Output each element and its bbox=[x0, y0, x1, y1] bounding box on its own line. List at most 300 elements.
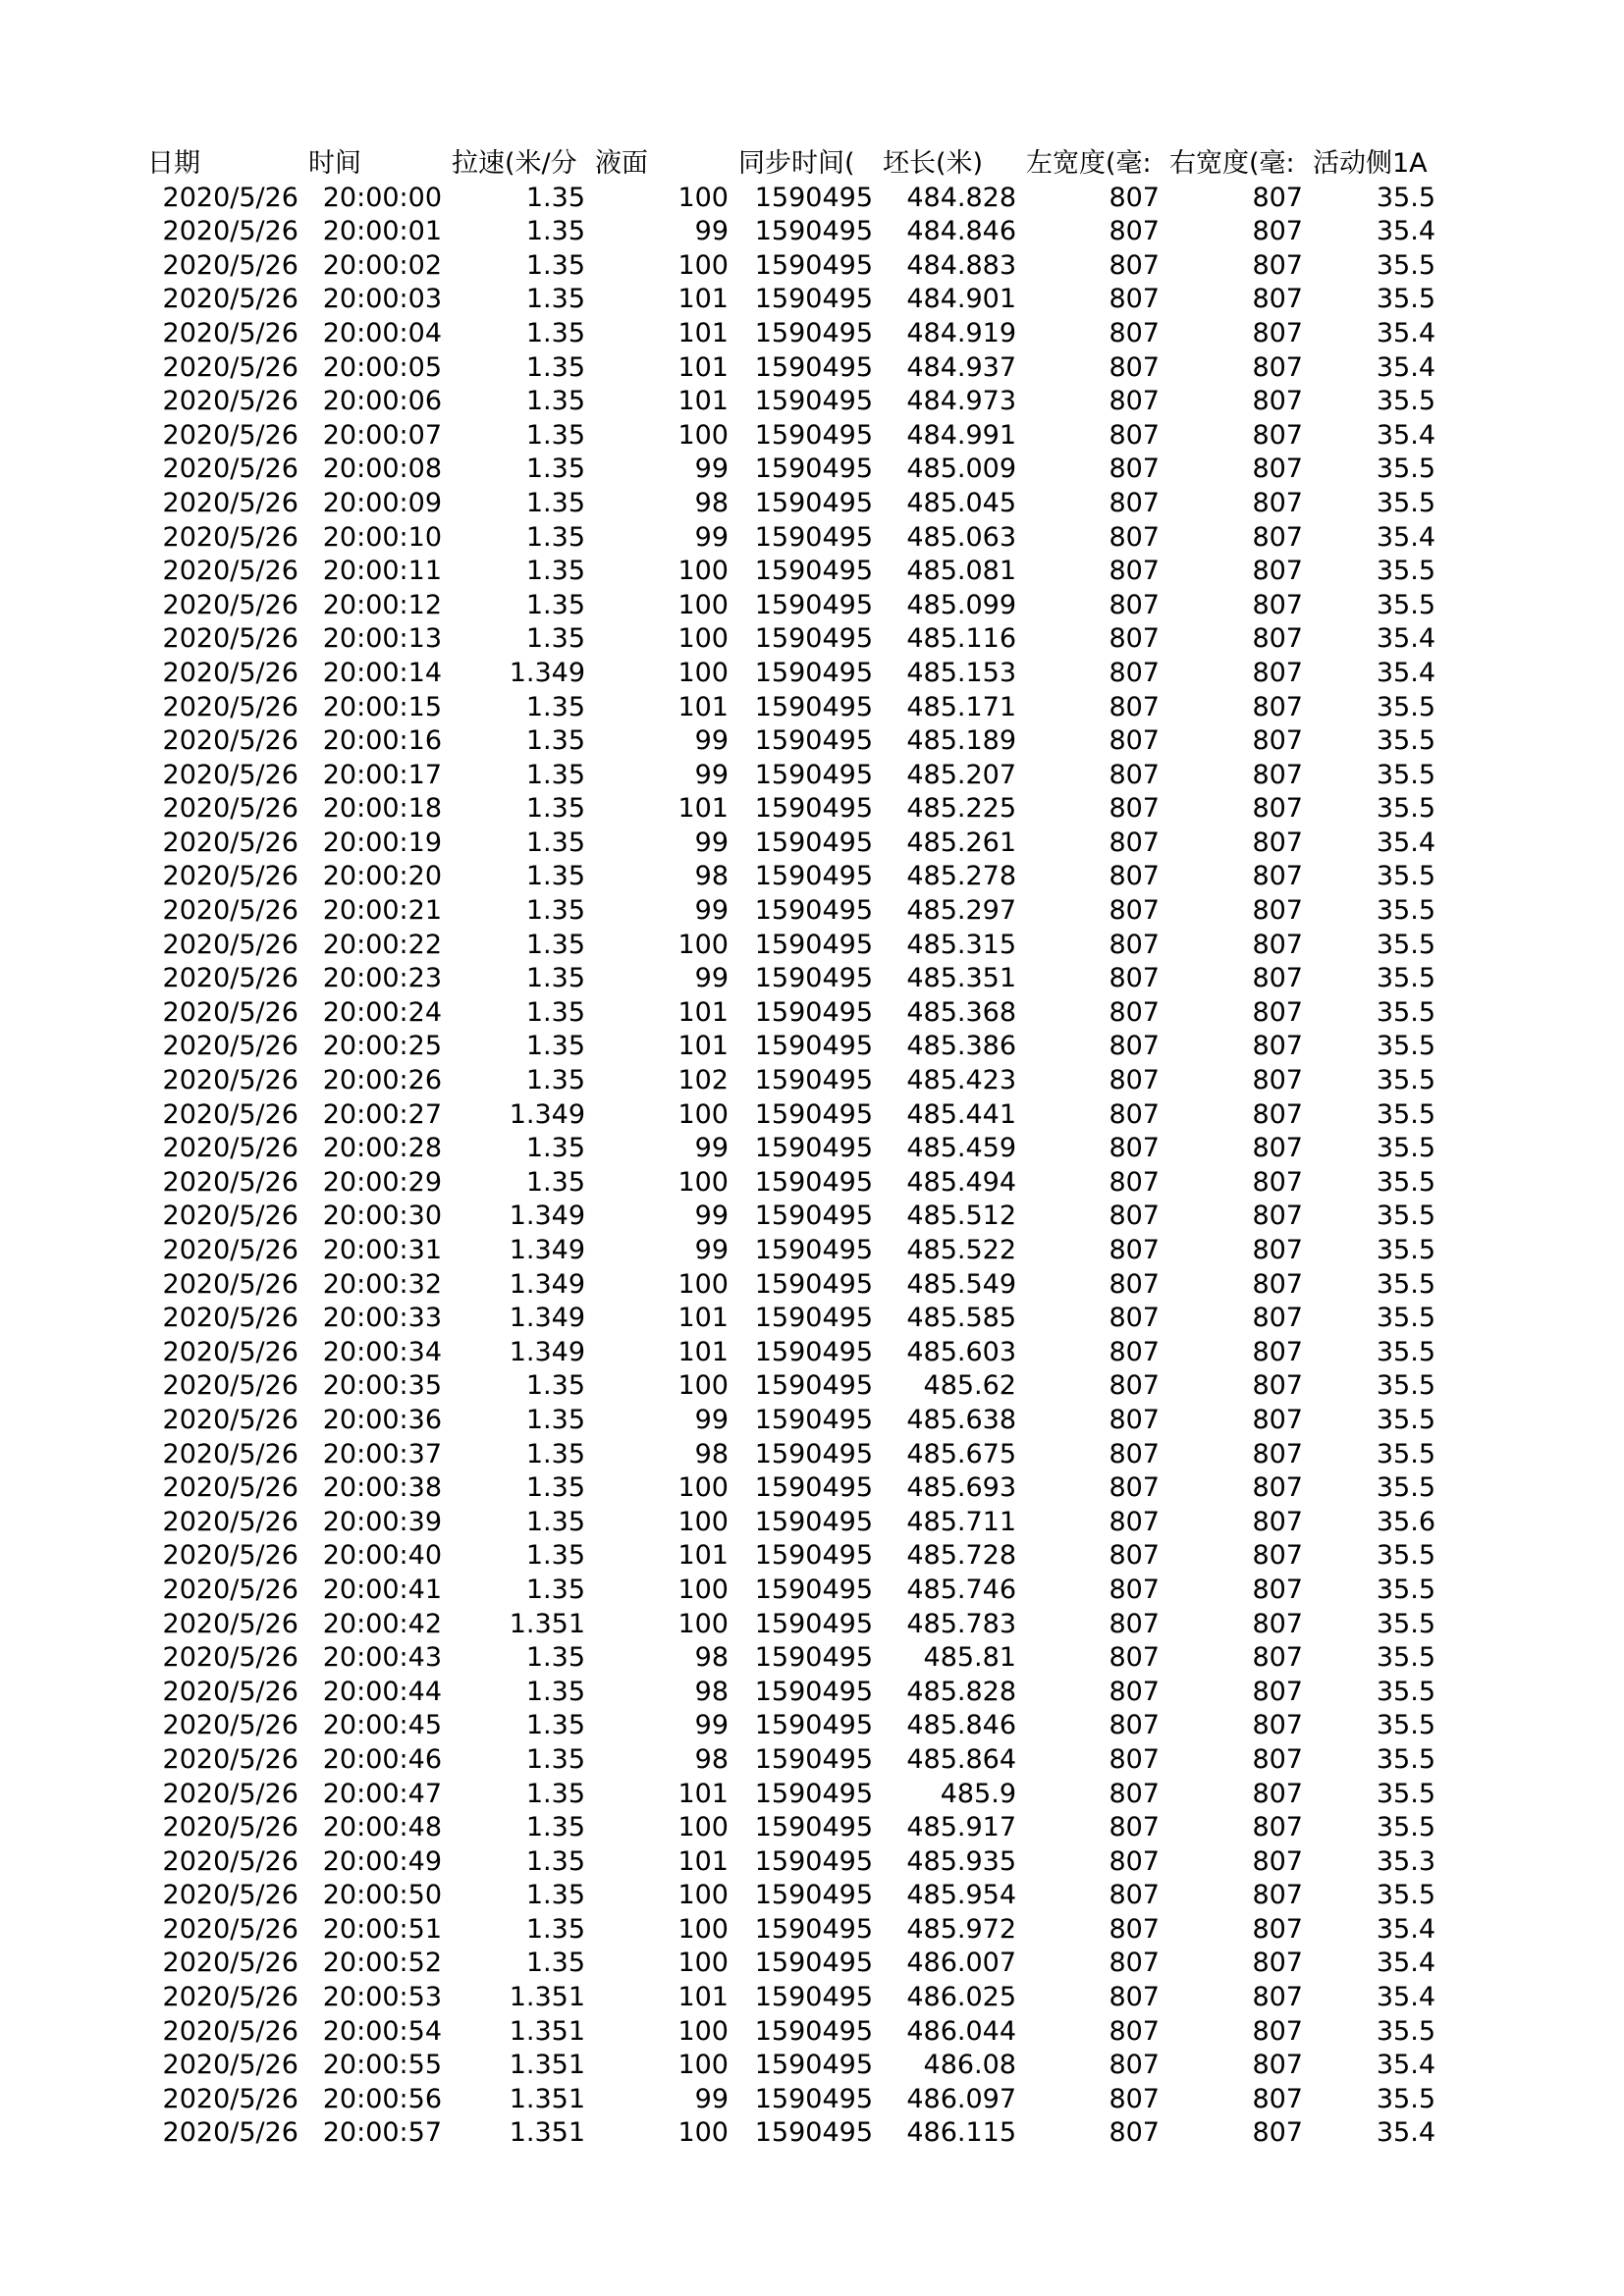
cell-sync-time: 1590495 bbox=[754, 351, 873, 383]
table-body bbox=[141, 182, 1439, 2151]
cell-date: 2020/5/26 bbox=[162, 1540, 298, 1572]
cell-sync-time: 1590495 bbox=[754, 521, 873, 553]
cell-sync-time: 1590495 bbox=[754, 929, 873, 960]
cell-active-side-1a: 35.5 bbox=[1376, 1268, 1435, 1300]
table-row bbox=[141, 1913, 1439, 1948]
cell-casting-speed: 1.35 bbox=[525, 725, 585, 757]
cell-casting-speed: 1.35 bbox=[525, 284, 585, 315]
cell-active-side-1a: 35.5 bbox=[1376, 1710, 1435, 1741]
cell-sync-time: 1590495 bbox=[754, 963, 873, 994]
cell-active-side-1a: 35.5 bbox=[1376, 182, 1435, 213]
table-row bbox=[141, 622, 1439, 657]
table-row bbox=[141, 860, 1439, 894]
cell-date: 2020/5/26 bbox=[162, 963, 298, 994]
cell-casting-speed: 1.351 bbox=[509, 2050, 585, 2081]
cell-left-width: 807 bbox=[1109, 1845, 1160, 1877]
cell-sync-time: 1590495 bbox=[754, 895, 873, 927]
table-row bbox=[141, 1981, 1439, 2015]
cell-casting-speed: 1.35 bbox=[525, 419, 585, 451]
cell-date: 2020/5/26 bbox=[162, 1506, 298, 1537]
cell-liquid-level: 100 bbox=[677, 1880, 729, 1911]
table-row bbox=[141, 1506, 1439, 1540]
cell-slab-length: 485.063 bbox=[906, 521, 1016, 553]
cell-sync-time: 1590495 bbox=[754, 1472, 873, 1504]
cell-time: 20:00:03 bbox=[322, 284, 442, 315]
cell-right-width: 807 bbox=[1252, 1982, 1303, 2013]
cell-liquid-level: 101 bbox=[677, 317, 729, 348]
cell-date: 2020/5/26 bbox=[162, 589, 298, 620]
cell-time: 20:00:26 bbox=[322, 1065, 442, 1096]
cell-active-side-1a: 35.4 bbox=[1376, 1948, 1435, 1979]
cell-left-width: 807 bbox=[1109, 623, 1160, 655]
cell-liquid-level: 100 bbox=[677, 1506, 729, 1537]
cell-right-width: 807 bbox=[1252, 1235, 1303, 1265]
cell-right-width: 807 bbox=[1252, 1303, 1303, 1334]
cell-liquid-level: 100 bbox=[677, 1268, 729, 1300]
cell-right-width: 807 bbox=[1252, 691, 1303, 722]
cell-right-width: 807 bbox=[1252, 1743, 1303, 1775]
cell-right-width: 807 bbox=[1252, 1676, 1303, 1707]
cell-time: 20:00:23 bbox=[322, 963, 442, 994]
cell-liquid-level: 101 bbox=[677, 793, 729, 825]
cell-liquid-level: 100 bbox=[677, 182, 729, 213]
table-row bbox=[141, 1132, 1439, 1166]
table-row bbox=[141, 1641, 1439, 1676]
cell-time: 20:00:57 bbox=[322, 2117, 442, 2149]
cell-slab-length: 485.638 bbox=[906, 1404, 1016, 1435]
cell-left-width: 807 bbox=[1109, 1438, 1160, 1469]
cell-right-width: 807 bbox=[1252, 589, 1303, 620]
cell-sync-time: 1590495 bbox=[754, 1982, 873, 2013]
cell-date: 2020/5/26 bbox=[162, 1031, 298, 1062]
cell-active-side-1a: 35.5 bbox=[1376, 861, 1435, 892]
cell-slab-length: 485.315 bbox=[906, 929, 1016, 960]
cell-right-width: 807 bbox=[1252, 1268, 1303, 1300]
cell-left-width: 807 bbox=[1109, 1472, 1160, 1504]
cell-sync-time: 1590495 bbox=[754, 1133, 873, 1164]
cell-right-width: 807 bbox=[1252, 317, 1303, 348]
cell-active-side-1a: 35.5 bbox=[1376, 759, 1435, 790]
cell-casting-speed: 1.35 bbox=[525, 589, 585, 620]
cell-date: 2020/5/26 bbox=[162, 861, 298, 892]
cell-time: 20:00:35 bbox=[322, 1370, 442, 1402]
table-row bbox=[141, 2083, 1439, 2117]
cell-left-width: 807 bbox=[1109, 1098, 1160, 1130]
cell-sync-time: 1590495 bbox=[754, 2015, 873, 2047]
cell-active-side-1a: 35.5 bbox=[1376, 2083, 1435, 2114]
cell-slab-length: 485.828 bbox=[906, 1676, 1016, 1707]
cell-right-width: 807 bbox=[1252, 1201, 1303, 1232]
table-row bbox=[141, 1778, 1439, 1812]
cell-casting-speed: 1.35 bbox=[525, 386, 585, 417]
cell-time: 20:00:44 bbox=[322, 1676, 442, 1707]
cell-date: 2020/5/26 bbox=[162, 454, 298, 485]
cell-active-side-1a: 35.4 bbox=[1376, 419, 1435, 451]
table-row bbox=[141, 419, 1439, 454]
spreadsheet-page bbox=[0, 147, 1624, 2151]
cell-liquid-level: 99 bbox=[694, 963, 729, 994]
cell-sync-time: 1590495 bbox=[754, 1303, 873, 1334]
cell-active-side-1a: 35.5 bbox=[1376, 1540, 1435, 1572]
cell-casting-speed: 1.35 bbox=[525, 759, 585, 790]
header-left-width: 左宽度(毫: bbox=[1026, 148, 1152, 179]
cell-casting-speed: 1.351 bbox=[509, 2117, 585, 2149]
cell-date: 2020/5/26 bbox=[162, 1778, 298, 1809]
cell-date: 2020/5/26 bbox=[162, 521, 298, 553]
cell-slab-length: 485.009 bbox=[906, 454, 1016, 485]
table-row bbox=[141, 1879, 1439, 1913]
cell-time: 20:00:41 bbox=[322, 1574, 442, 1605]
cell-liquid-level: 101 bbox=[677, 386, 729, 417]
cell-liquid-level: 100 bbox=[677, 657, 729, 688]
cell-date: 2020/5/26 bbox=[162, 182, 298, 213]
cell-date: 2020/5/26 bbox=[162, 556, 298, 587]
cell-right-width: 807 bbox=[1252, 1506, 1303, 1537]
cell-left-width: 807 bbox=[1109, 1540, 1160, 1572]
cell-active-side-1a: 35.5 bbox=[1376, 1336, 1435, 1367]
cell-casting-speed: 1.35 bbox=[525, 1065, 585, 1096]
cell-right-width: 807 bbox=[1252, 996, 1303, 1028]
cell-liquid-level: 98 bbox=[694, 1676, 729, 1707]
cell-casting-speed: 1.35 bbox=[525, 1166, 585, 1198]
cell-slab-length: 485.189 bbox=[906, 725, 1016, 757]
cell-time: 20:00:04 bbox=[322, 317, 442, 348]
cell-left-width: 807 bbox=[1109, 521, 1160, 553]
cell-time: 20:00:28 bbox=[322, 1133, 442, 1164]
header-casting-speed: 拉速(米/分 bbox=[452, 148, 577, 179]
cell-right-width: 807 bbox=[1252, 1438, 1303, 1469]
cell-slab-length: 485.728 bbox=[906, 1540, 1016, 1572]
cell-casting-speed: 1.35 bbox=[525, 1913, 585, 1945]
table-row bbox=[141, 283, 1439, 317]
cell-casting-speed: 1.35 bbox=[525, 216, 585, 247]
header-row bbox=[141, 147, 1439, 182]
cell-liquid-level: 100 bbox=[677, 1574, 729, 1605]
cell-sync-time: 1590495 bbox=[754, 1506, 873, 1537]
table-row bbox=[141, 2116, 1439, 2151]
cell-slab-length: 485.081 bbox=[906, 556, 1016, 587]
cell-left-width: 807 bbox=[1109, 351, 1160, 383]
cell-left-width: 807 bbox=[1109, 1982, 1160, 2013]
cell-time: 20:00:16 bbox=[322, 725, 442, 757]
cell-slab-length: 486.097 bbox=[906, 2083, 1016, 2114]
cell-liquid-level: 102 bbox=[677, 1065, 729, 1096]
cell-sync-time: 1590495 bbox=[754, 386, 873, 417]
cell-casting-speed: 1.349 bbox=[509, 1268, 585, 1300]
cell-right-width: 807 bbox=[1252, 1031, 1303, 1062]
cell-right-width: 807 bbox=[1252, 2117, 1303, 2149]
cell-slab-length: 485.935 bbox=[906, 1845, 1016, 1877]
cell-casting-speed: 1.349 bbox=[509, 1098, 585, 1130]
cell-liquid-level: 99 bbox=[694, 454, 729, 485]
cell-date: 2020/5/26 bbox=[162, 996, 298, 1028]
cell-active-side-1a: 35.5 bbox=[1376, 1404, 1435, 1435]
table-row bbox=[141, 1369, 1439, 1404]
table-row bbox=[141, 894, 1439, 929]
cell-right-width: 807 bbox=[1252, 1404, 1303, 1435]
cell-casting-speed: 1.35 bbox=[525, 1845, 585, 1877]
cell-right-width: 807 bbox=[1252, 351, 1303, 383]
table-row bbox=[141, 1676, 1439, 1710]
cell-time: 20:00:15 bbox=[322, 691, 442, 722]
cell-active-side-1a: 35.5 bbox=[1376, 454, 1435, 485]
cell-time: 20:00:34 bbox=[322, 1336, 442, 1367]
cell-left-width: 807 bbox=[1109, 1880, 1160, 1911]
cell-active-side-1a: 35.5 bbox=[1376, 1608, 1435, 1639]
cell-liquid-level: 100 bbox=[677, 1166, 729, 1198]
cell-date: 2020/5/26 bbox=[162, 1201, 298, 1232]
cell-right-width: 807 bbox=[1252, 895, 1303, 927]
cell-liquid-level: 100 bbox=[677, 929, 729, 960]
cell-casting-speed: 1.35 bbox=[525, 1642, 585, 1674]
cell-active-side-1a: 35.4 bbox=[1376, 351, 1435, 383]
cell-date: 2020/5/26 bbox=[162, 1710, 298, 1741]
cell-liquid-level: 100 bbox=[677, 2117, 729, 2149]
cell-sync-time: 1590495 bbox=[754, 861, 873, 892]
cell-time: 20:00:24 bbox=[322, 996, 442, 1028]
cell-sync-time: 1590495 bbox=[754, 1743, 873, 1775]
cell-date: 2020/5/26 bbox=[162, 351, 298, 383]
cell-casting-speed: 1.349 bbox=[509, 657, 585, 688]
table-row bbox=[141, 724, 1439, 759]
cell-right-width: 807 bbox=[1252, 1845, 1303, 1877]
cell-time: 20:00:09 bbox=[322, 487, 442, 518]
table-row bbox=[141, 996, 1439, 1031]
cell-left-width: 807 bbox=[1109, 1133, 1160, 1164]
table-row bbox=[141, 1098, 1439, 1133]
cell-active-side-1a: 35.5 bbox=[1376, 589, 1435, 620]
cell-right-width: 807 bbox=[1252, 1948, 1303, 1979]
cell-liquid-level: 100 bbox=[677, 1812, 729, 1843]
cell-date: 2020/5/26 bbox=[162, 1743, 298, 1775]
cell-sync-time: 1590495 bbox=[754, 317, 873, 348]
cell-left-width: 807 bbox=[1109, 1201, 1160, 1232]
cell-casting-speed: 1.35 bbox=[525, 1676, 585, 1707]
cell-active-side-1a: 35.5 bbox=[1376, 1880, 1435, 1911]
cell-active-side-1a: 35.4 bbox=[1376, 1982, 1435, 2013]
cell-left-width: 807 bbox=[1109, 963, 1160, 994]
cell-date: 2020/5/26 bbox=[162, 386, 298, 417]
cell-slab-length: 485.386 bbox=[906, 1031, 1016, 1062]
cell-right-width: 807 bbox=[1252, 657, 1303, 688]
cell-slab-length: 485.441 bbox=[906, 1098, 1016, 1130]
cell-active-side-1a: 35.4 bbox=[1376, 216, 1435, 247]
cell-time: 20:00:40 bbox=[322, 1540, 442, 1572]
cell-active-side-1a: 35.5 bbox=[1376, 249, 1435, 281]
cell-liquid-level: 100 bbox=[677, 2015, 729, 2047]
cell-date: 2020/5/26 bbox=[162, 284, 298, 315]
cell-right-width: 807 bbox=[1252, 929, 1303, 960]
header-time: 时间 bbox=[308, 148, 361, 179]
cell-time: 20:00:51 bbox=[322, 1913, 442, 1945]
cell-slab-length: 486.025 bbox=[906, 1982, 1016, 2013]
cell-sync-time: 1590495 bbox=[754, 1438, 873, 1469]
cell-sync-time: 1590495 bbox=[754, 182, 873, 213]
cell-sync-time: 1590495 bbox=[754, 1676, 873, 1707]
cell-time: 20:00:10 bbox=[322, 521, 442, 553]
cell-date: 2020/5/26 bbox=[162, 1913, 298, 1945]
cell-casting-speed: 1.35 bbox=[525, 1710, 585, 1741]
cell-sync-time: 1590495 bbox=[754, 1778, 873, 1809]
cell-left-width: 807 bbox=[1109, 996, 1160, 1028]
cell-active-side-1a: 35.5 bbox=[1376, 895, 1435, 927]
cell-left-width: 807 bbox=[1109, 454, 1160, 485]
cell-slab-length: 485.512 bbox=[906, 1201, 1016, 1232]
table-row bbox=[141, 351, 1439, 386]
cell-time: 20:00:14 bbox=[322, 657, 442, 688]
cell-sync-time: 1590495 bbox=[754, 1031, 873, 1062]
cell-slab-length: 485.351 bbox=[906, 963, 1016, 994]
cell-liquid-level: 101 bbox=[677, 1778, 729, 1809]
cell-casting-speed: 1.35 bbox=[525, 317, 585, 348]
cell-casting-speed: 1.35 bbox=[525, 1948, 585, 1979]
cell-slab-length: 485.972 bbox=[906, 1913, 1016, 1945]
cell-liquid-level: 100 bbox=[677, 1370, 729, 1402]
table-row bbox=[141, 759, 1439, 793]
cell-sync-time: 1590495 bbox=[754, 759, 873, 790]
table-row bbox=[141, 1709, 1439, 1743]
cell-right-width: 807 bbox=[1252, 1778, 1303, 1809]
cell-slab-length: 485.494 bbox=[906, 1166, 1016, 1198]
cell-slab-length: 485.954 bbox=[906, 1880, 1016, 1911]
table-row bbox=[141, 555, 1439, 589]
cell-slab-length: 485.278 bbox=[906, 861, 1016, 892]
cell-active-side-1a: 35.5 bbox=[1376, 1812, 1435, 1843]
cell-right-width: 807 bbox=[1252, 1913, 1303, 1945]
cell-left-width: 807 bbox=[1109, 487, 1160, 518]
cell-date: 2020/5/26 bbox=[162, 1642, 298, 1674]
cell-date: 2020/5/26 bbox=[162, 759, 298, 790]
cell-date: 2020/5/26 bbox=[162, 1676, 298, 1707]
cell-sync-time: 1590495 bbox=[754, 1201, 873, 1232]
cell-left-width: 807 bbox=[1109, 419, 1160, 451]
cell-casting-speed: 1.349 bbox=[509, 1336, 585, 1367]
cell-liquid-level: 101 bbox=[677, 351, 729, 383]
cell-time: 20:00:38 bbox=[322, 1472, 442, 1504]
cell-date: 2020/5/26 bbox=[162, 2083, 298, 2114]
cell-time: 20:00:21 bbox=[322, 895, 442, 927]
cell-time: 20:00:18 bbox=[322, 793, 442, 825]
cell-sync-time: 1590495 bbox=[754, 1574, 873, 1605]
cell-sync-time: 1590495 bbox=[754, 1812, 873, 1843]
cell-sync-time: 1590495 bbox=[754, 1065, 873, 1096]
cell-active-side-1a: 35.4 bbox=[1376, 317, 1435, 348]
cell-left-width: 807 bbox=[1109, 1710, 1160, 1741]
cell-time: 20:00:53 bbox=[322, 1982, 442, 2013]
cell-date: 2020/5/26 bbox=[162, 929, 298, 960]
cell-left-width: 807 bbox=[1109, 1235, 1160, 1265]
header-slab-length: 坯长(米) bbox=[883, 148, 984, 179]
cell-time: 20:00:42 bbox=[322, 1608, 442, 1639]
cell-casting-speed: 1.35 bbox=[525, 1812, 585, 1843]
cell-casting-speed: 1.35 bbox=[525, 1404, 585, 1435]
cell-right-width: 807 bbox=[1252, 419, 1303, 451]
cell-time: 20:00:06 bbox=[322, 386, 442, 417]
table-row bbox=[141, 1200, 1439, 1234]
cell-left-width: 807 bbox=[1109, 2083, 1160, 2114]
cell-right-width: 807 bbox=[1252, 963, 1303, 994]
cell-liquid-level: 100 bbox=[677, 1608, 729, 1639]
cell-date: 2020/5/26 bbox=[162, 419, 298, 451]
cell-active-side-1a: 35.5 bbox=[1376, 996, 1435, 1028]
cell-liquid-level: 99 bbox=[694, 827, 729, 858]
cell-active-side-1a: 35.4 bbox=[1376, 2050, 1435, 2081]
cell-sync-time: 1590495 bbox=[754, 793, 873, 825]
cell-left-width: 807 bbox=[1109, 691, 1160, 722]
cell-casting-speed: 1.35 bbox=[525, 1472, 585, 1504]
cell-casting-speed: 1.351 bbox=[509, 2015, 585, 2047]
cell-liquid-level: 101 bbox=[677, 284, 729, 315]
cell-sync-time: 1590495 bbox=[754, 249, 873, 281]
cell-left-width: 807 bbox=[1109, 1065, 1160, 1096]
cell-slab-length: 485.459 bbox=[906, 1133, 1016, 1164]
cell-liquid-level: 100 bbox=[677, 556, 729, 587]
table-row bbox=[141, 1030, 1439, 1064]
cell-active-side-1a: 35.5 bbox=[1376, 1676, 1435, 1707]
cell-active-side-1a: 35.5 bbox=[1376, 1574, 1435, 1605]
cell-slab-length: 485.153 bbox=[906, 657, 1016, 688]
cell-right-width: 807 bbox=[1252, 1812, 1303, 1843]
cell-liquid-level: 100 bbox=[677, 419, 729, 451]
cell-time: 20:00:00 bbox=[322, 182, 442, 213]
cell-casting-speed: 1.35 bbox=[525, 249, 585, 281]
cell-active-side-1a: 35.5 bbox=[1376, 793, 1435, 825]
cell-right-width: 807 bbox=[1252, 1642, 1303, 1674]
cell-time: 20:00:43 bbox=[322, 1642, 442, 1674]
cell-time: 20:00:30 bbox=[322, 1201, 442, 1232]
table-row bbox=[141, 1234, 1439, 1268]
cell-time: 20:00:02 bbox=[322, 249, 442, 281]
cell-right-width: 807 bbox=[1252, 182, 1303, 213]
cell-right-width: 807 bbox=[1252, 2050, 1303, 2081]
cell-casting-speed: 1.35 bbox=[525, 1743, 585, 1775]
cell-slab-length: 485.045 bbox=[906, 487, 1016, 518]
cell-time: 20:00:48 bbox=[322, 1812, 442, 1843]
cell-slab-length: 486.08 bbox=[923, 2050, 1016, 2081]
cell-casting-speed: 1.35 bbox=[525, 1880, 585, 1911]
cell-time: 20:00:54 bbox=[322, 2015, 442, 2047]
cell-time: 20:00:25 bbox=[322, 1031, 442, 1062]
cell-right-width: 807 bbox=[1252, 725, 1303, 757]
cell-casting-speed: 1.35 bbox=[525, 1370, 585, 1402]
cell-casting-speed: 1.35 bbox=[525, 623, 585, 655]
cell-slab-length: 485.099 bbox=[906, 589, 1016, 620]
cell-slab-length: 484.973 bbox=[906, 386, 1016, 417]
cell-right-width: 807 bbox=[1252, 2015, 1303, 2047]
cell-right-width: 807 bbox=[1252, 1472, 1303, 1504]
table-row bbox=[141, 691, 1439, 725]
cell-liquid-level: 101 bbox=[677, 1845, 729, 1877]
cell-date: 2020/5/26 bbox=[162, 1133, 298, 1164]
cell-right-width: 807 bbox=[1252, 1098, 1303, 1130]
cell-slab-length: 485.225 bbox=[906, 793, 1016, 825]
cell-sync-time: 1590495 bbox=[754, 1540, 873, 1572]
cell-right-width: 807 bbox=[1252, 1336, 1303, 1367]
cell-right-width: 807 bbox=[1252, 521, 1303, 553]
cell-slab-length: 484.828 bbox=[906, 182, 1016, 213]
cell-casting-speed: 1.351 bbox=[509, 1982, 585, 2013]
cell-active-side-1a: 35.5 bbox=[1376, 963, 1435, 994]
cell-liquid-level: 99 bbox=[694, 216, 729, 247]
cell-liquid-level: 101 bbox=[677, 1336, 729, 1367]
cell-liquid-level: 100 bbox=[677, 1472, 729, 1504]
cell-liquid-level: 101 bbox=[677, 1540, 729, 1572]
table-row bbox=[141, 1811, 1439, 1845]
cell-left-width: 807 bbox=[1109, 182, 1160, 213]
cell-liquid-level: 98 bbox=[694, 1743, 729, 1775]
cell-liquid-level: 99 bbox=[694, 2083, 729, 2114]
cell-left-width: 807 bbox=[1109, 1268, 1160, 1300]
